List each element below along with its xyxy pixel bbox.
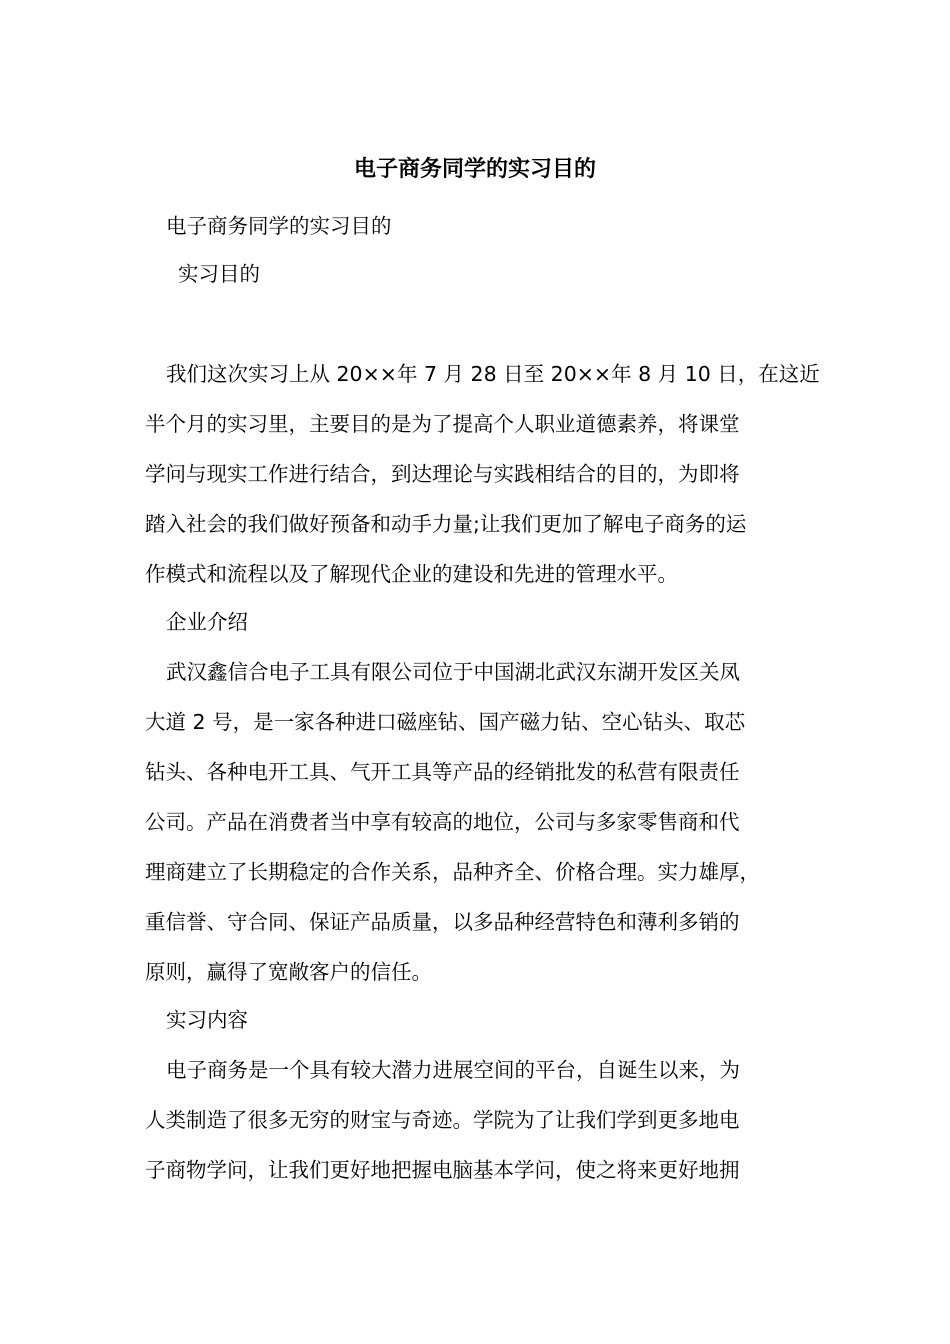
paragraph-line: 半个月的实习里，主要目的是为了提高个人职业道德素养，将课堂 <box>145 412 740 436</box>
paragraph-line: 人类制造了很多无穷的财宝与奇迹。学院为了让我们学到更多地电 <box>145 1108 740 1132</box>
section-heading: 企业介绍 <box>166 610 248 634</box>
paragraph-line: 原则，赢得了宽敞客户的信任。 <box>145 960 432 984</box>
paragraph-line: 钻头、各种电开工具、气开工具等产品的经销批发的私营有限责任 <box>145 760 740 784</box>
paragraph-line: 公司。产品在消费者当中享有较高的地位，公司与多家零售商和代 <box>145 810 740 834</box>
paragraph-line: 武汉鑫信合电子工具有限公司位于中国湖北武汉东湖开发区关凤 <box>166 660 740 684</box>
paragraph-line: 子商物学问，让我们更好地把握电脑基本学问，使之将来更好地拥 <box>145 1158 740 1182</box>
paragraph-line: 作模式和流程以及了解现代企业的建设和先进的管理水平。 <box>145 562 678 586</box>
section-heading: 实习目的 <box>178 262 260 286</box>
paragraph-line: 重信誉、守合同、保证产品质量，以多品种经营特色和薄利多销的 <box>145 910 740 934</box>
paragraph-line: 理商建立了长期稳定的合作关系，品种齐全、价格合理。实力雄厚， <box>145 860 760 884</box>
paragraph-line: 学问与现实工作进行结合，到达理论与实践相结合的目的，为即将 <box>145 462 740 486</box>
document-title: 电子商务同学的实习目的 <box>353 157 596 182</box>
subtitle-line: 电子商务同学的实习目的 <box>166 214 392 238</box>
paragraph-line: 电子商务是一个具有较大潜力进展空间的平台，自诞生以来，为 <box>166 1058 740 1082</box>
section-heading: 实习内容 <box>166 1008 248 1032</box>
paragraph-line: 大道 2 号，是一家各种进口磁座钻、国产磁力钻、空心钻头、取芯 <box>145 710 746 734</box>
paragraph-line: 我们这次实习上从 20××年 7 月 28 日至 20××年 8 月 10 日，在这近 <box>166 362 820 386</box>
paragraph-line: 踏入社会的我们做好预备和动手力量;让我们更加了解电子商务的运 <box>145 512 747 536</box>
